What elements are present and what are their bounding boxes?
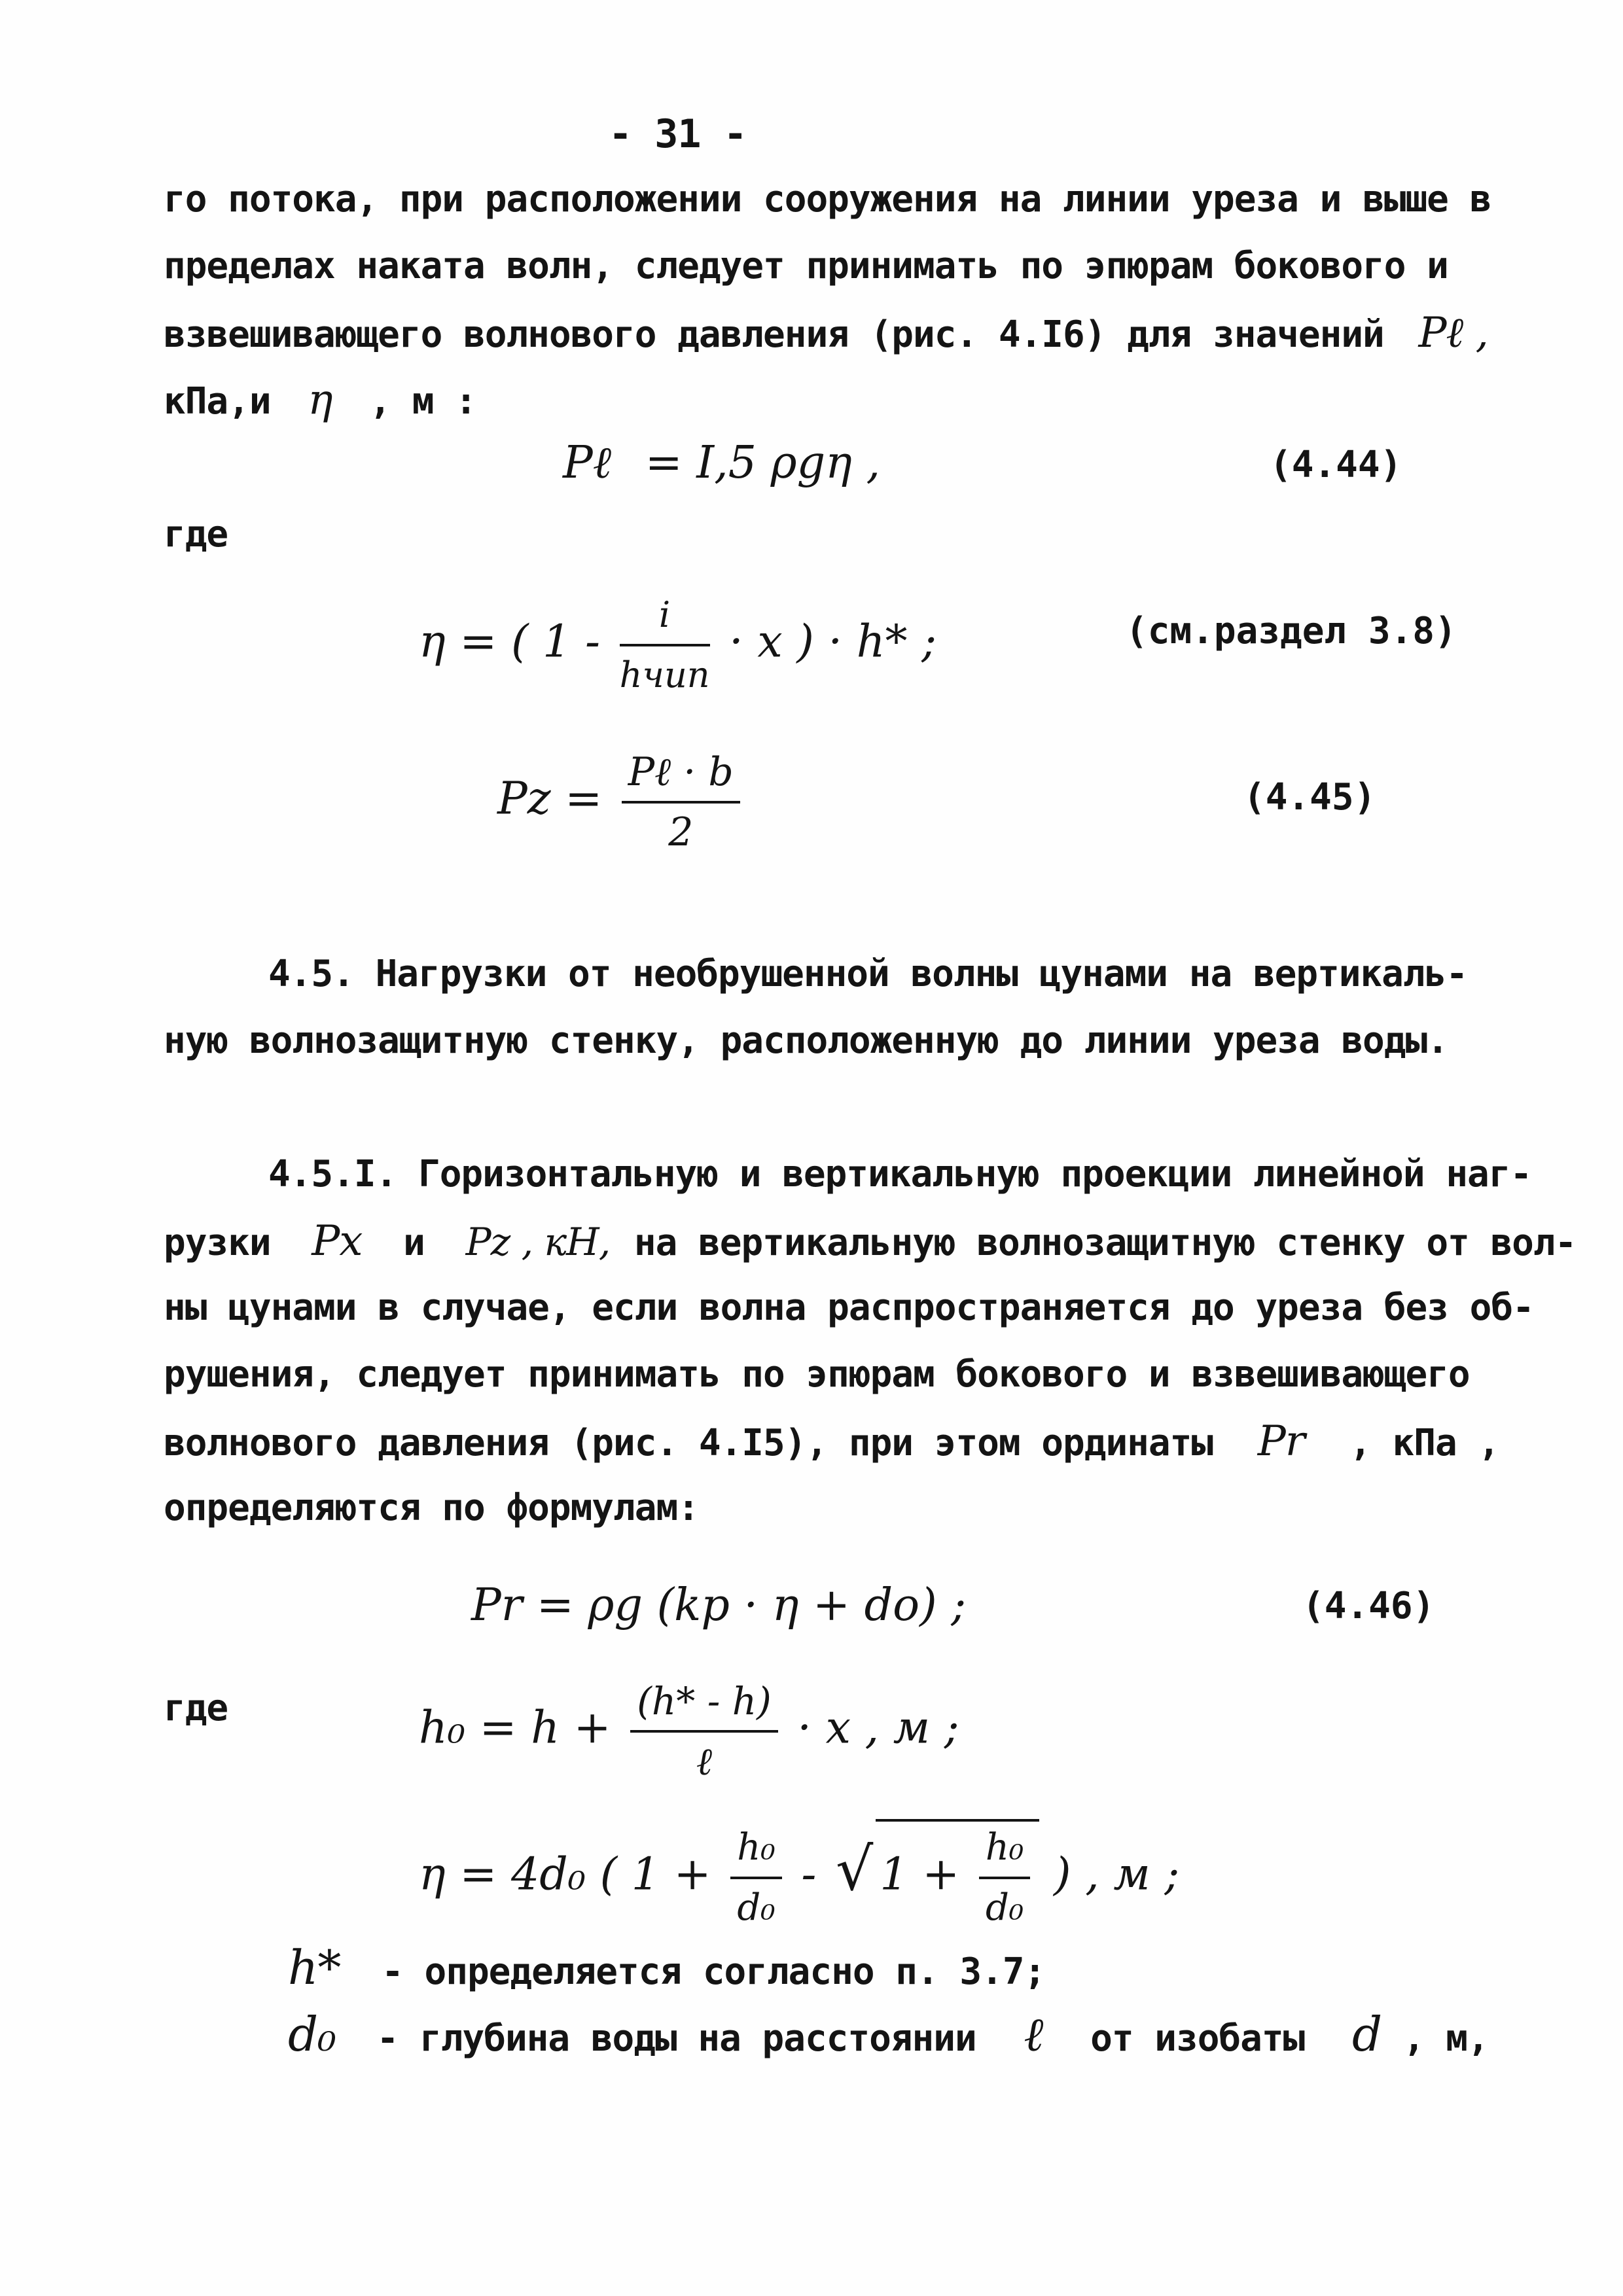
symbol-eta: η [308,376,332,424]
symbol-d0: d₀ [288,2007,336,2062]
where-label-1: где [164,513,228,556]
para-4-5-1-line2-rest: на вертикальную волнозащитную стенку от вол- [633,1222,1577,1264]
symbol-pz-kn: Pz , кН, [465,1220,611,1264]
equation-4-45 [497,746,745,858]
eq-h0-tail: · x , м ; [797,1702,959,1754]
para-4-5-1-line3: ны цунами в случае, если волна распространяется до уреза без об- [164,1286,1534,1329]
sqrt-icon: √ [836,1835,874,1904]
symbol-px: Px [312,1217,363,1265]
definition-d0-text-c: , м, [1402,2017,1489,2060]
para1-line1: го потока, при расположении сооружения на линии уреза и выше в [164,178,1491,221]
eq-eta1-numerator: i [620,589,710,646]
section-4-5-line2: ную волнозащитную стенку, расположенную до линии уреза воды. [164,1019,1448,1062]
equation-eta-1 [419,589,936,701]
eq-eta2-tail: ) , м ; [1053,1848,1180,1901]
equation-number-4-45: (4.45) [1243,776,1376,819]
page-number: - 31 - [609,111,747,157]
eq-eta2-sqrt-lead: 1 + [880,1848,960,1901]
symbol-d: d [1352,2007,1382,2062]
para1-line4-unit: , м : [369,380,476,423]
symbol-h-star: h* [288,1940,341,1995]
where-label-2: где [164,1687,228,1729]
definition-d0 [288,2007,1489,2062]
eq-4-44-lhs: Pℓ [563,437,612,489]
para-4-5-1-line2 [164,1218,1576,1266]
para-4-5-1-line2-a: рузки [164,1222,271,1264]
eq-4-45-numerator: Pℓ · b [622,746,740,804]
eq-eta1-fraction [620,589,710,701]
eq-eta2-radicand [876,1819,1039,1934]
para1-line3-text: взвешивающего волнового давления (рис. 4.I6) для значений [164,313,1384,356]
definition-d0-text-b: от изобаты [1090,2017,1305,2060]
eq-4-44-rhs: = I,5 ρgη , [645,437,881,489]
eq-h0-lhs: h₀ = h + [419,1702,611,1754]
para-4-5-1-line5-unit: , кПа , [1349,1422,1500,1464]
equation-4-46 [471,1580,966,1632]
symbol-pl: Pℓ , [1418,309,1488,357]
eq-eta1-lhs: η = ( 1 - [419,616,600,668]
equation-number-4-46: (4.46) [1302,1585,1435,1627]
para-4-5-1-line6: определяются по формулам: [164,1487,699,1529]
para1-line2: пределах наката волн, следует принимать по эпюрам бокового и [164,245,1448,287]
eq-eta2-frac1-denominator: d₀ [737,1886,776,1929]
para1-line3 [164,310,1488,358]
eq-4-45-fraction [622,746,740,858]
symbol-pr: Pr [1257,1417,1305,1466]
eq-h0-fraction [630,1675,777,1788]
definition-d0-text-a: - глубина воды на расстоянии [376,2017,976,2060]
eq-eta1-tail: · x ) · h* ; [729,616,937,668]
para1-line4 [164,377,476,425]
eq-4-46-expr: Pr = ρg (kp · η + do) ; [471,1580,967,1631]
eq-h0-numerator: (h* - h) [630,1675,777,1733]
eq-eta2-lhs: η = 4d₀ ( 1 + [419,1848,711,1901]
para-4-5-1-line1: 4.5.I. Горизонтальную и вертикальную проекции линейной наг- [268,1153,1532,1195]
eq-eta2-frac1-numerator: h₀ [730,1822,782,1879]
para-4-5-1-line5-a: волнового давления (рис. 4.I5), при этом ординаты [164,1422,1213,1464]
eq-eta1-denominator: hчип [619,654,710,696]
eq-eta2-frac2-numerator: h₀ [979,1822,1031,1879]
section-reference: (см.раздел 3.8) [1126,610,1457,652]
eq-4-45-denominator: 2 [668,809,694,855]
eq-eta2-minus: - [801,1848,817,1901]
eq-4-45-lhs: Pz = [497,773,603,825]
definition-h-star-text: - определяется согласно п. 3.7; [382,1951,1046,1993]
section-4-5-line1: 4.5. Нагрузки от необрушенной волны цунами на вертикаль- [268,953,1468,995]
definition-h-star [288,1940,1046,1995]
eq-eta2-fraction-1 [730,1822,782,1934]
equation-h0 [419,1675,959,1788]
eq-eta2-frac2-denominator: d₀ [985,1886,1024,1929]
para-4-5-1-line4: рушения, следует принимать по эпюрам бокового и взвешивающего [164,1353,1470,1396]
para-4-5-1-line5 [164,1419,1499,1466]
eq-h0-denominator: ℓ [696,1739,713,1784]
equation-number-4-44: (4.44) [1270,444,1402,486]
symbol-l: ℓ [1024,2007,1043,2062]
equation-eta-2 [419,1819,1179,1934]
eq-eta2-fraction-2 [979,1822,1031,1934]
para1-line4-kpa: кПа,и [164,380,271,423]
para-4-5-1-line2-and: и [403,1222,425,1264]
equation-4-44 [563,437,880,489]
